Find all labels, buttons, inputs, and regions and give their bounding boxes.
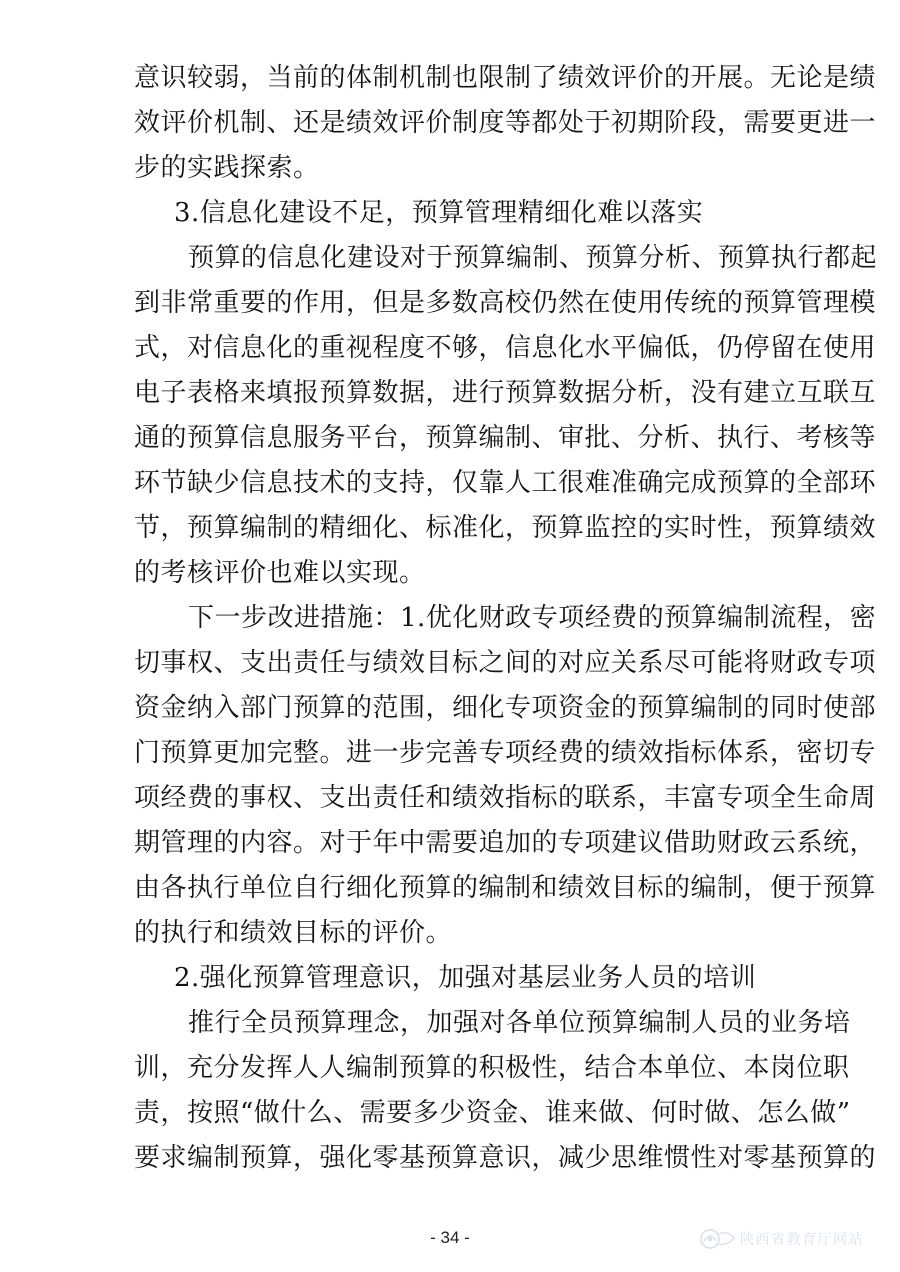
section-heading: 3.信息化建设不足，预算管理精细化难以落实 [174,198,704,228]
watermark [698,1226,864,1252]
body-line: 切事权、支出责任与绩效目标之间的对应关系尽可能将财政专项 [134,648,877,678]
body-line: 式，对信息化的重视程度不够，信息化水平偏低，仍停留在使用 [134,333,877,363]
body-line: 的考核评价也难以实现。 [134,558,426,588]
body-line: 效评价机制、还是绩效评价制度等都处于初期阶段，需要更进一 [134,108,877,138]
watermark-text: 陕西省教育厅网站 [740,1232,864,1248]
body-line: 的执行和绩效目标的评价。 [134,918,453,948]
body-line: 节，预算编制的精细化、标准化，预算监控的实时性，预算绩效 [134,513,877,543]
body-line: 下一步改进措施：1.优化财政专项经费的预算编制流程，密 [188,603,877,633]
body-line: 意识较弱，当前的体制机制也限制了绩效评价的开展。无论是绩 [134,63,877,93]
body-line: 项经费的事权、支出责任和绩效指标的联系，丰富专项全生命周 [134,783,877,813]
body-line: 门预算更加完整。进一步完善专项经费的绩效指标体系，密切专 [134,738,877,768]
body-line: 资金纳入部门预算的范围，细化专项资金的预算编制的同时使部 [134,693,877,723]
body-line: 步的实践探索。 [134,153,320,183]
body-line: 预算的信息化建设对于预算编制、预算分析、预算执行都起 [188,243,878,273]
body-line: 到非常重要的作用，但是多数高校仍然在使用传统的预算管理模 [134,288,877,318]
body-line: 推行全员预算理念，加强对各单位预算编制人员的业务培 [188,1008,851,1038]
page-number: - 34 - [430,1228,470,1247]
body-line: 要求编制预算，强化零基预算意识，减少思维惯性对零基预算的 [134,1143,877,1173]
body-line: 环节缺少信息技术的支持，仅靠人工很难准确完成预算的全部环 [134,468,877,498]
body-line: 期管理的内容。对于年中需要追加的专项建议借助财政云系统， [134,828,877,858]
section-heading: 2.强化预算管理意识，加强对基层业务人员的培训 [174,963,757,993]
body-line: 通的预算信息服务平台，预算编制、审批、分析、执行、考核等 [134,423,877,453]
body-line: 由各执行单位自行细化预算的编制和绩效目标的编制，便于预算 [134,873,877,903]
body-line: 训，充分发挥人人编制预算的积极性，结合本单位、本岗位职 [134,1053,850,1083]
body-line: 电子表格来填报预算数据，进行预算数据分析，没有建立互联互 [134,378,877,408]
ministry-logo-icon [698,1226,736,1252]
body-line: 责，按照“做什么、需要多少资金、谁来做、何时做、怎么做” [134,1098,851,1128]
